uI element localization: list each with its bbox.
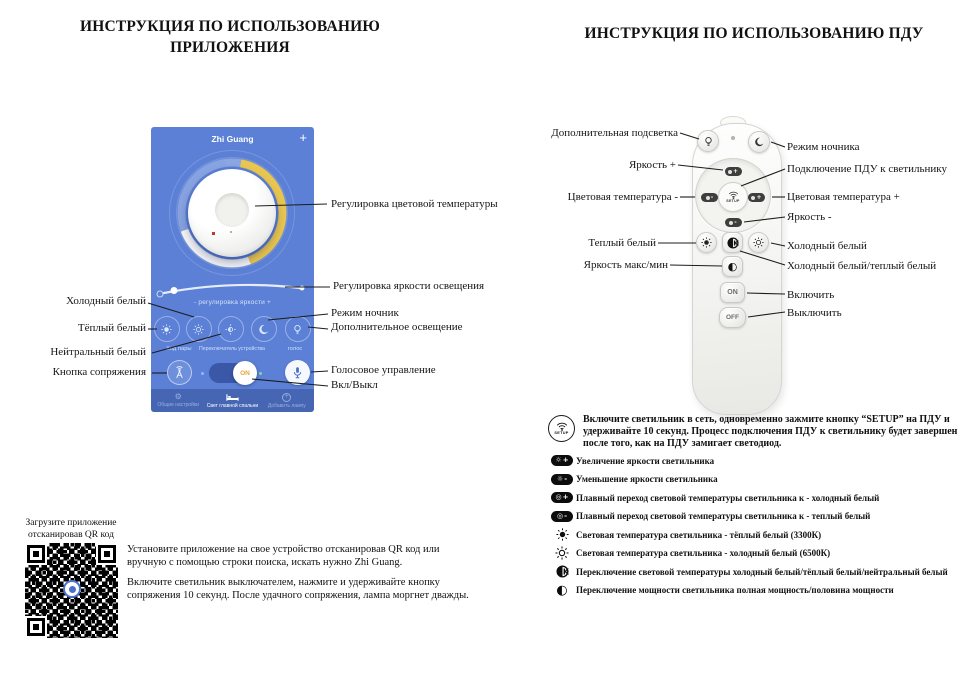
microphone-icon xyxy=(291,366,304,379)
cold-warm-icon xyxy=(727,237,739,249)
bed-icon xyxy=(226,393,239,402)
callout-remote-pairing: Подключение ПДУ к светильнику xyxy=(787,163,947,175)
bulb-icon xyxy=(292,324,303,335)
extra-light-button xyxy=(285,316,311,342)
callout-cct-plus: Цветовая температура + xyxy=(787,191,900,203)
moon-icon xyxy=(754,137,764,147)
toggle-dot-left xyxy=(201,372,204,375)
sun-outline-icon xyxy=(555,546,569,560)
qr-caption: Загрузите приложение отсканировав QR код xyxy=(25,518,117,540)
wifi-icon xyxy=(728,191,739,199)
contrast-icon: ◐ xyxy=(727,260,738,273)
setup-button-icon: SETUP xyxy=(548,415,575,442)
callout-brightness-adjust: Регулировка яркости освещения xyxy=(333,280,485,292)
sun-half-icon xyxy=(225,324,236,335)
feature-warm-white-3300k: Световая температура светильника - тёплый белый (3300К) xyxy=(548,527,821,542)
feature-cct-cycle: Переключение световой температуры холодный белый/тёплый белый/нейтральный белый xyxy=(548,564,948,579)
callout-night-mode: Режим ночник xyxy=(331,307,399,319)
wifi-icon xyxy=(556,422,568,431)
remote-warm-white-button xyxy=(696,232,717,253)
callout-cct-minus: Цветовая температура - xyxy=(567,191,678,203)
antenna-icon xyxy=(173,366,186,379)
warm-white-mode-button xyxy=(154,316,180,342)
brightness-slider-label: - регулировка яркости + xyxy=(194,299,271,306)
left-title-line-2: ПРИЛОЖЕНИЯ xyxy=(170,39,290,56)
qr-center-logo xyxy=(63,580,81,598)
tab-general-settings: ⚙ Общие настройки xyxy=(157,392,199,408)
gear-icon: ⚙ xyxy=(174,392,182,401)
moon-icon xyxy=(258,324,269,335)
install-instructions: Установите приложение на свое устройство отсканировав QR код или вручную с помощью строки поиска, искать нужно Zhi Guang. xyxy=(127,544,440,568)
callout-cold-warm-switch: Холодный белый/теплый белый xyxy=(787,260,937,272)
right-page-title: ИНСТРУКЦИЯ ПО ИСПОЛЬЗОВАНИЮ ПДУ xyxy=(584,25,924,42)
sun-outline-icon xyxy=(193,324,204,335)
feature-power-toggle: ◐ Переключение мощности светильника полная мощность/половина мощности xyxy=(556,582,894,598)
tab-add-lamp: + Добавить лампу xyxy=(267,393,306,409)
sun-outline-icon xyxy=(753,237,764,248)
remote-power-level-button xyxy=(722,256,743,277)
app-tab-bar xyxy=(151,389,314,412)
sun-filled-icon xyxy=(556,528,569,541)
app-title: Zhi Guang xyxy=(211,134,254,144)
callout-remote-warm-white: Теплый белый xyxy=(588,237,656,249)
neutral-white-mode-button xyxy=(218,316,244,342)
remote-brightness-plus-button: + xyxy=(725,167,742,176)
device-switch-label: Переключатель устройства xyxy=(199,346,265,352)
add-device-icon: + xyxy=(299,130,307,145)
setup-note: Включите светильник в сеть, одновременно зажмите кнопку “SETUP” на ПДУ и удерживайте 10 секунд. Процесс подключения ПДУ к светильнику будет завершен после того, как на ПДУ замигает светодиод. xyxy=(583,414,958,449)
knob-dot xyxy=(230,231,232,233)
cct-plus-icon: ◎ + xyxy=(551,492,573,503)
callout-turn-off: Выключить xyxy=(787,307,842,319)
remote-night-mode-button xyxy=(748,131,770,153)
pairing-button xyxy=(167,360,192,385)
remote-off-button: OFF xyxy=(719,307,746,328)
callout-color-temp-adjust: Регулировка цветовой температуры xyxy=(331,198,498,210)
callout-brightness-minus: Яркость - xyxy=(787,211,832,223)
callout-cold-white: Холодный белый xyxy=(66,295,146,307)
callout-brightness-max-min: Яркость макс/мин xyxy=(583,259,668,271)
device-toggle xyxy=(209,363,255,383)
remote-on-button: ON xyxy=(720,282,745,303)
sun-filled-icon xyxy=(161,324,172,335)
callout-extra-light: Дополнительное освещение xyxy=(331,321,463,333)
feature-brightness-down: ☼ - Уменьшение яркости светильника xyxy=(548,472,718,487)
app-screenshot xyxy=(151,127,314,412)
toggle-knob: ON xyxy=(233,361,257,385)
remote-cct-switch-button xyxy=(722,232,743,253)
knob-marker xyxy=(212,232,215,235)
cold-white-mode-button xyxy=(186,316,212,342)
callout-neutral-white: Нейтральный белый xyxy=(50,346,146,358)
brightness-minus-icon: ☼ - xyxy=(551,474,573,485)
remote-extra-light-button xyxy=(697,130,719,152)
left-title-line-1: ИНСТРУКЦИЯ ПО ИСПОЛЬЗОВАНИЮ xyxy=(79,18,381,35)
remote-cct-minus-button: - xyxy=(701,193,718,202)
feature-cct-to-cold: ◎ + Плавный переход световой температуры светильника к - холодный белый xyxy=(548,490,879,505)
remote-brightness-minus-button: - xyxy=(725,218,742,227)
remote-cold-white-button xyxy=(748,232,769,253)
callout-remote-cold-white: Холодный белый xyxy=(787,240,867,252)
plus-circle-icon: + xyxy=(282,393,291,402)
contrast-icon: ◐ xyxy=(556,582,568,598)
callout-extra-backlight: Дополнительная подсветка xyxy=(551,127,678,139)
callout-on-off: Вкл/Выкл xyxy=(331,379,378,391)
callout-night-light-mode: Режим ночника xyxy=(787,141,860,153)
sun-filled-icon xyxy=(701,237,712,248)
remote-ir-led xyxy=(731,136,735,140)
slider-thumb xyxy=(171,287,178,294)
pairing-instructions: Включите светильник выключателем, нажмите и удерживайте кнопку сопряжения 10 секунд. После удачного сопряжения, лампа моргнет дважды. xyxy=(127,577,469,601)
knob-center xyxy=(215,193,249,227)
cct-minus-icon: ◎ - xyxy=(551,511,573,522)
cold-warm-icon xyxy=(556,565,569,578)
remote-cct-plus-button: + xyxy=(748,193,765,202)
voice-control-button xyxy=(285,360,310,385)
callout-pairing-button: Кнопка сопряжения xyxy=(52,366,146,378)
pair-code-label: Код пары xyxy=(166,346,192,352)
brightness-plus-icon: ☼ + xyxy=(551,455,573,466)
voice-label: голос xyxy=(287,346,303,352)
tab-bedroom-light: Свет главной спальни xyxy=(205,389,259,412)
callout-warm-white: Тёплый белый xyxy=(77,322,146,334)
feature-brightness-up: ☼ + Увеличение яркости светильника xyxy=(548,453,714,468)
left-page-title xyxy=(55,16,405,58)
feature-cold-white-6500k: Световая температура светильника - холодный белый (6500К) xyxy=(548,546,830,561)
callout-voice-control: Голосовое управление xyxy=(331,364,436,376)
toggle-dot-right xyxy=(259,372,262,375)
feature-cct-to-warm: ◎ - Плавный переход световой температуры светильника к - теплый белый xyxy=(548,509,870,524)
night-mode-button xyxy=(251,316,277,342)
bulb-icon xyxy=(703,136,714,147)
remote-setup-button: SETUP xyxy=(718,182,748,212)
callout-turn-on: Включить xyxy=(787,289,835,301)
callout-brightness-plus: Яркость + xyxy=(628,159,676,171)
